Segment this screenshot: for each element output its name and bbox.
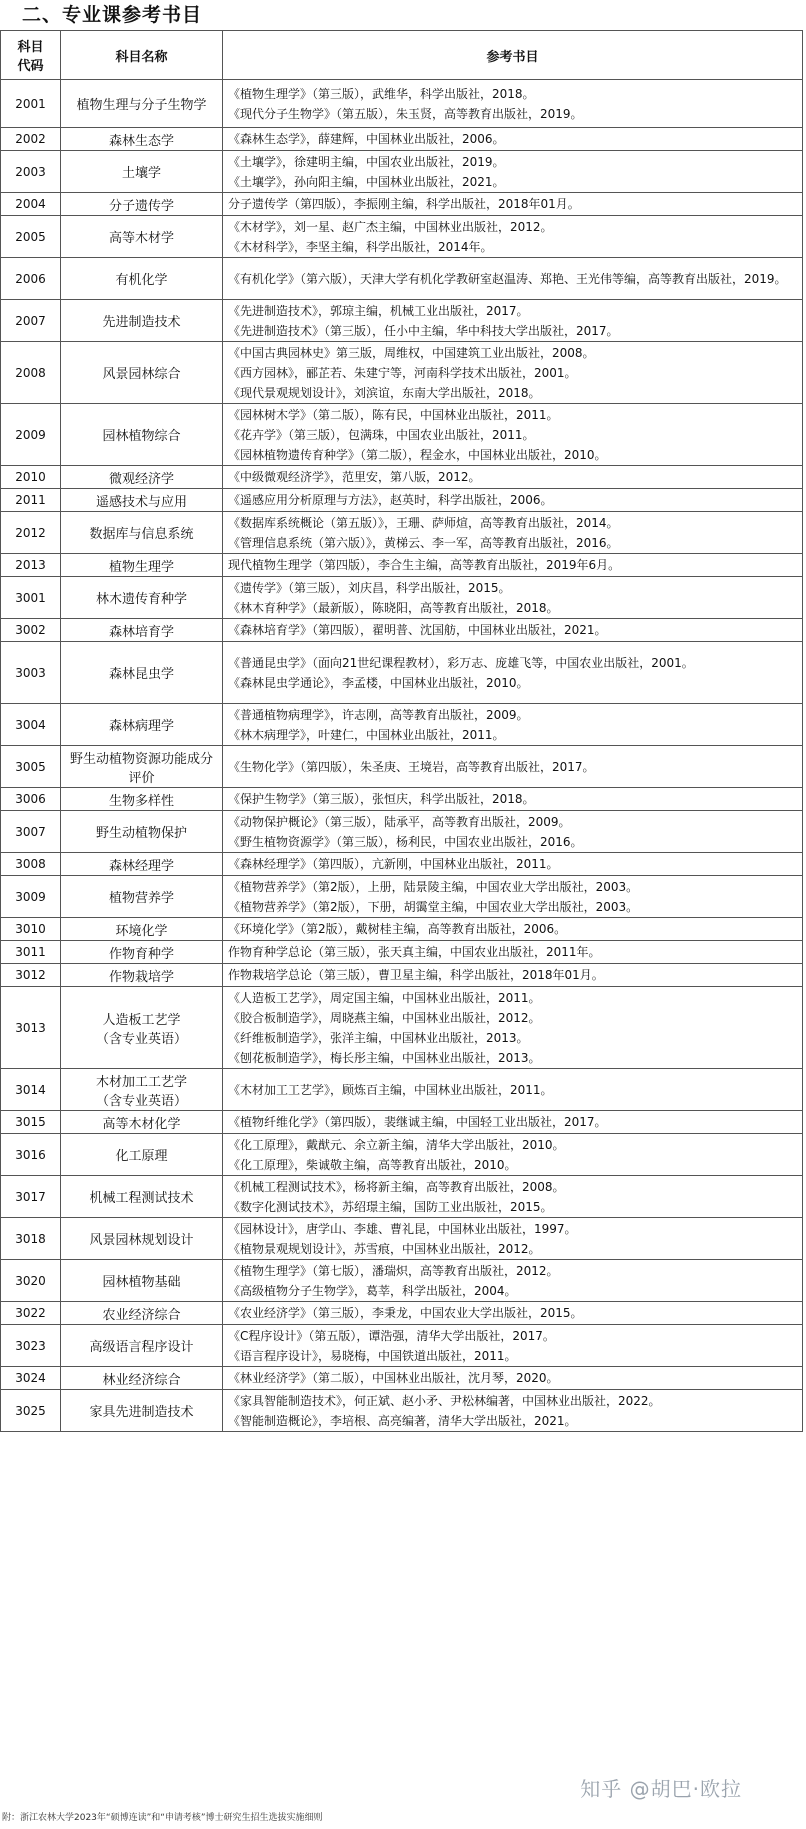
book-entry: 《园林设计》，唐学山、李雄、曹礼昆，中国林业出版社，1997。: [228, 1221, 577, 1236]
reference-books: [223, 876, 803, 918]
reference-books: [223, 1367, 803, 1390]
book-entry: 《普通昆虫学》（面向21世纪课程教材），彩万志、庞雄飞等，中国农业出版社，2001。: [228, 655, 694, 670]
table-row: [1, 853, 803, 876]
subject-name: 风景园林综合: [61, 342, 223, 404]
reference-books: [223, 80, 803, 128]
book-entry: 《植物景观规划设计》，苏雪痕，中国林业出版社，2012。: [228, 1241, 541, 1256]
subject-code: 3015: [1, 1111, 61, 1134]
book-entry: 《数字化测试技术》，苏绍璟主编，国防工业出版社，2015。: [228, 1199, 553, 1214]
subject-code: 2010: [1, 466, 61, 489]
subject-code: 3012: [1, 964, 61, 987]
subject-name: 园林植物综合: [61, 404, 223, 466]
book-entry: 《森林昆虫学通论》，李孟楼，中国林业出版社，2010。: [228, 675, 529, 690]
reference-books: [223, 1111, 803, 1134]
subject-name: 植物生理与分子生物学: [61, 80, 223, 128]
book-entry: 《人造板工艺学》，周定国主编，中国林业出版社，2011。: [228, 990, 541, 1005]
subject-code: 3010: [1, 918, 61, 941]
subject-code: 2005: [1, 216, 61, 258]
header-code: 科目 代码: [1, 31, 61, 80]
reference-books: [223, 193, 803, 216]
book-entry: 《林木病理学》，叶建仁，中国林业出版社，2011。: [228, 727, 505, 742]
table-row: [1, 876, 803, 918]
reference-books-table: [0, 30, 803, 1432]
book-entry: 《C程序设计》（第五版），谭浩强，清华大学出版社，2017。: [228, 1328, 555, 1343]
subject-code: 2003: [1, 151, 61, 193]
table-row: [1, 642, 803, 704]
book-entry: 《化工原理》，戴猷元、余立新主编，清华大学出版社，2010。: [228, 1137, 565, 1152]
table-row: [1, 404, 803, 466]
reference-books: [223, 746, 803, 788]
subject-code: 3018: [1, 1218, 61, 1260]
book-entry: 《森林培育学》（第四版），翟明普、沈国舫，中国林业出版社，2021。: [228, 623, 607, 637]
subject-name: 机械工程测试技术: [61, 1176, 223, 1218]
book-entry: 《植物生理学》（第七版），潘瑞炽，高等教育出版社，2012。: [228, 1263, 559, 1278]
subject-name: 森林病理学: [61, 704, 223, 746]
table-row: [1, 216, 803, 258]
book-entry: 《高级植物分子生物学》，葛莘，科学出版社，2004。: [228, 1283, 517, 1298]
reference-books: [223, 619, 803, 642]
table-row: [1, 1176, 803, 1218]
reference-books: [223, 853, 803, 876]
table-row: [1, 193, 803, 216]
footer: [0, 1800, 806, 1829]
table-row: [1, 342, 803, 404]
subject-code: 3004: [1, 704, 61, 746]
subject-name: 森林经理学: [61, 853, 223, 876]
table-row: [1, 1218, 803, 1260]
book-entry: 《土壤学》，孙向阳主编，中国林业出版社，2021。: [228, 174, 505, 189]
subject-code: 2004: [1, 193, 61, 216]
book-entry: 《环境化学》（第2版），戴树桂主编，高等教育出版社，2006。: [228, 922, 567, 936]
subject-name: 高级语言程序设计: [61, 1325, 223, 1367]
reference-books: [223, 342, 803, 404]
book-entry: 现代植物生理学（第四版），李合生主编，高等教育出版社，2019年6月。: [228, 558, 621, 572]
book-entry: 《数据库系统概论（第五版）》，王珊、萨师煊，高等教育出版社，2014。: [228, 515, 619, 530]
subject-name: 数据库与信息系统: [61, 512, 223, 554]
book-entry: 《林木育种学》（最新版），陈晓阳，高等教育出版社，2018。: [228, 600, 559, 615]
reference-books: [223, 489, 803, 512]
subject-name: 森林生态学: [61, 128, 223, 151]
subject-name: 家具先进制造技术: [61, 1390, 223, 1432]
table-row: [1, 746, 803, 788]
reference-books: [223, 1176, 803, 1218]
table-row: [1, 128, 803, 151]
subject-code: 3006: [1, 788, 61, 811]
book-entry: 分子遗传学（第四版），李振刚主编，科学出版社，2018年01月。: [228, 197, 580, 211]
book-entry: 《纤维板制造学》，张洋主编，中国林业出版社，2013。: [228, 1030, 529, 1045]
book-entry: 《木材科学》，李坚主编，科学出版社，2014年。: [228, 239, 493, 254]
book-entry: 《花卉学》（第三版），包满珠，中国农业出版社，2011。: [228, 427, 535, 442]
table-row: [1, 1325, 803, 1367]
table-row: [1, 80, 803, 128]
reference-books: [223, 258, 803, 300]
subject-name: 人造板工艺学 （含专业英语）: [61, 987, 223, 1069]
book-entry: 《园林树木学》（第二版），陈有民，中国林业出版社，2011。: [228, 407, 559, 422]
subject-name: 遥感技术与应用: [61, 489, 223, 512]
book-entry: 《现代分子生物学》（第五版），朱玉贤，高等教育出版社，2019。: [228, 106, 583, 121]
table-row: [1, 1302, 803, 1325]
book-entry: 《有机化学》（第六版），天津大学有机化学教研室赵温涛、郑艳、王光伟等编，高等教育出版社，2019。: [228, 271, 787, 286]
book-entry: 《普通植物病理学》，许志刚，高等教育出版社，2009。: [228, 707, 529, 722]
subject-code: 2012: [1, 512, 61, 554]
reference-books: [223, 1134, 803, 1176]
subject-name: 有机化学: [61, 258, 223, 300]
reference-books: [223, 512, 803, 554]
table-row: [1, 1069, 803, 1111]
reference-books: [223, 1325, 803, 1367]
subject-name: 野生动植物保护: [61, 811, 223, 853]
reference-books: [223, 987, 803, 1069]
reference-books: [223, 151, 803, 193]
subject-code: 3003: [1, 642, 61, 704]
subject-code: 3014: [1, 1069, 61, 1111]
book-entry: 《机械工程测试技术》，杨将新主编，高等教育出版社，2008。: [228, 1179, 565, 1194]
reference-books: [223, 1260, 803, 1302]
table-header-row: [1, 31, 803, 80]
subject-name: 森林培育学: [61, 619, 223, 642]
subject-name: 作物育种学: [61, 941, 223, 964]
subject-name: 植物营养学: [61, 876, 223, 918]
table-row: [1, 151, 803, 193]
subject-code: 3025: [1, 1390, 61, 1432]
reference-books: [223, 642, 803, 704]
reference-books: [223, 1069, 803, 1111]
reference-books: [223, 941, 803, 964]
reference-books: [223, 788, 803, 811]
reference-books: [223, 216, 803, 258]
subject-name: 风景园林规划设计: [61, 1218, 223, 1260]
table-row: [1, 619, 803, 642]
subject-code: 3005: [1, 746, 61, 788]
reference-books: [223, 1302, 803, 1325]
subject-code: 2002: [1, 128, 61, 151]
table-row: [1, 1390, 803, 1432]
subject-name: 高等木材化学: [61, 1111, 223, 1134]
subject-code: 2011: [1, 489, 61, 512]
subject-code: 3001: [1, 577, 61, 619]
subject-name: 木材加工工艺学 （含专业英语）: [61, 1069, 223, 1111]
reference-books: [223, 1390, 803, 1432]
book-entry: 《遥感应用分析原理与方法》，赵英时，科学出版社，2006。: [228, 493, 553, 507]
subject-code: 3024: [1, 1367, 61, 1390]
book-entry: 《植物营养学》（第2版），下册，胡霭堂主编，中国农业大学出版社，2003。: [228, 899, 639, 914]
book-entry: 《土壤学》，徐建明主编，中国农业出版社，2019。: [228, 154, 505, 169]
book-entry: 《森林生态学》，薛建辉，中国林业出版社，2006。: [228, 132, 505, 146]
table-row: [1, 1367, 803, 1390]
subject-code: 3017: [1, 1176, 61, 1218]
table-row: [1, 964, 803, 987]
table-row: [1, 811, 803, 853]
book-entry: 《先进制造技术》（第三版），任小中主编，华中科技大学出版社，2017。: [228, 323, 619, 338]
book-entry: 《动物保护概论》（第三版），陆承平，高等教育出版社，2009。: [228, 814, 571, 829]
reference-books: [223, 300, 803, 342]
book-entry: 《语言程序设计》，易晓梅，中国铁道出版社，2011。: [228, 1348, 517, 1363]
subject-name: 高等木材学: [61, 216, 223, 258]
subject-code: 3009: [1, 876, 61, 918]
subject-name: 土壤学: [61, 151, 223, 193]
subject-name: 环境化学: [61, 918, 223, 941]
book-entry: 《木材学》，刘一星、赵广杰主编，中国林业出版社，2012。: [228, 219, 553, 234]
table-row: [1, 1134, 803, 1176]
reference-books: [223, 1218, 803, 1260]
table-row: [1, 258, 803, 300]
book-entry: 《胶合板制造学》，周晓燕主编，中国林业出版社，2012。: [228, 1010, 541, 1025]
table-row: [1, 300, 803, 342]
subject-code: 3013: [1, 987, 61, 1069]
subject-code: 2009: [1, 404, 61, 466]
subject-name: 微观经济学: [61, 466, 223, 489]
subject-code: 2013: [1, 554, 61, 577]
book-entry: 《管理信息系统（第六版）》，黄梯云、李一军，高等教育出版社，2016。: [228, 535, 619, 550]
book-entry: 《生物化学》（第四版），朱圣庚、王境岩，高等教育出版社，2017。: [228, 759, 595, 774]
subject-name: 野生动植物资源功能成分评价: [61, 746, 223, 788]
reference-books: [223, 704, 803, 746]
subject-name: 农业经济综合: [61, 1302, 223, 1325]
book-entry: 《遗传学》（第三版），刘庆昌，科学出版社，2015。: [228, 580, 511, 595]
book-entry: 《林业经济学》（第二版），中国林业出版社，沈月琴，2020。: [228, 1371, 559, 1385]
subject-code: 3023: [1, 1325, 61, 1367]
subject-name: 生物多样性: [61, 788, 223, 811]
book-entry: 《植物生理学》（第三版），武维华，科学出版社，2018。: [228, 86, 535, 101]
subject-code: 2008: [1, 342, 61, 404]
table-row: [1, 704, 803, 746]
subject-name: 分子遗传学: [61, 193, 223, 216]
subject-name: 园林植物基础: [61, 1260, 223, 1302]
table-row: [1, 918, 803, 941]
reference-books: [223, 554, 803, 577]
table-row: [1, 554, 803, 577]
book-entry: 《保护生物学》（第三版），张恒庆，科学出版社，2018。: [228, 792, 535, 806]
header-books: 参考书目: [223, 31, 803, 80]
subject-code: 3022: [1, 1302, 61, 1325]
table-row: [1, 466, 803, 489]
book-entry: 《野生植物资源学》（第三版），杨利民，中国农业出版社，2016。: [228, 834, 583, 849]
subject-code: 3008: [1, 853, 61, 876]
subject-code: 2006: [1, 258, 61, 300]
reference-books: [223, 404, 803, 466]
subject-name: 植物生理学: [61, 554, 223, 577]
table-row: [1, 577, 803, 619]
book-entry: 作物育种学总论（第三版），张天真主编，中国农业出版社，2011年。: [228, 945, 601, 959]
table-row: [1, 1111, 803, 1134]
book-entry: 《木材加工工艺学》，顾炼百主编，中国林业出版社，2011。: [228, 1082, 553, 1097]
book-entry: 《植物纤维化学》（第四版），裴继诚主编，中国轻工业出版社，2017。: [228, 1115, 607, 1129]
table-row: [1, 987, 803, 1069]
reference-books: [223, 128, 803, 151]
book-entry: 《农业经济学》（第三版），李秉龙，中国农业大学出版社，2015。: [228, 1306, 583, 1320]
header-name: 科目名称: [61, 31, 223, 80]
subject-name: 林木遗传育种学: [61, 577, 223, 619]
book-entry: 《家具智能制造技术》，何正斌、赵小矛、尹松林编著，中国林业出版社，2022。: [228, 1393, 661, 1408]
subject-code: 3002: [1, 619, 61, 642]
book-entry: 《化工原理》，柴诚敬主编，高等教育出版社，2010。: [228, 1157, 517, 1172]
zhihu-watermark: 知乎 @胡巴·欧拉: [580, 1777, 742, 1801]
table-row: [1, 941, 803, 964]
reference-books: [223, 811, 803, 853]
book-entry: 《植物营养学》（第2版），上册，陆景陵主编，中国农业大学出版社，2003。: [228, 879, 639, 894]
book-entry: 《西方园林》，郦芷若、朱建宁等，河南科学技术出版社，2001。: [228, 365, 577, 380]
book-entry: 《中国古典园林史》第三版，周维权，中国建筑工业出版社，2008。: [228, 345, 595, 360]
book-entry: 《刨花板制造学》，梅长彤主编，中国林业出版社，2013。: [228, 1050, 541, 1065]
table-row: [1, 788, 803, 811]
book-entry: 《中级微观经济学》，范里安，第八版，2012。: [228, 470, 481, 484]
table-row: [1, 489, 803, 512]
subject-name: 先进制造技术: [61, 300, 223, 342]
subject-name: 化工原理: [61, 1134, 223, 1176]
section-title: 二、专业课参考书目: [22, 4, 203, 26]
book-entry: 《园林植物遗传育种学》（第二版），程金水，中国林业出版社，2010。: [228, 447, 607, 462]
reference-books: [223, 466, 803, 489]
subject-code: 3007: [1, 811, 61, 853]
subject-name: 作物栽培学: [61, 964, 223, 987]
reference-books: [223, 918, 803, 941]
subject-name: 森林昆虫学: [61, 642, 223, 704]
reference-books: [223, 964, 803, 987]
subject-code: 3016: [1, 1134, 61, 1176]
table-row: [1, 1260, 803, 1302]
subject-code: 3020: [1, 1260, 61, 1302]
subject-code: 2001: [1, 80, 61, 128]
book-entry: 《智能制造概论》，李培根、高亮编著，清华大学出版社，2021。: [228, 1413, 577, 1428]
reference-books: [223, 577, 803, 619]
subject-name: 林业经济综合: [61, 1367, 223, 1390]
book-entry: 《先进制造技术》，郭琼主编，机械工业出版社，2017。: [228, 303, 529, 318]
table-row: [1, 512, 803, 554]
book-entry: 作物栽培学总论（第三版），曹卫星主编，科学出版社，2018年01月。: [228, 968, 604, 982]
subject-code: 3011: [1, 941, 61, 964]
subject-code: 2007: [1, 300, 61, 342]
book-entry: 《森林经理学》（第四版），亢新刚，中国林业出版社，2011。: [228, 857, 559, 871]
book-entry: 《现代景观规划设计》，刘滨谊，东南大学出版社，2018。: [228, 385, 541, 400]
footer-text: 附：浙江农林大学2023年“硕博连读”和“申请考核”博士研究生招生选拔实施细则: [2, 1813, 323, 1823]
